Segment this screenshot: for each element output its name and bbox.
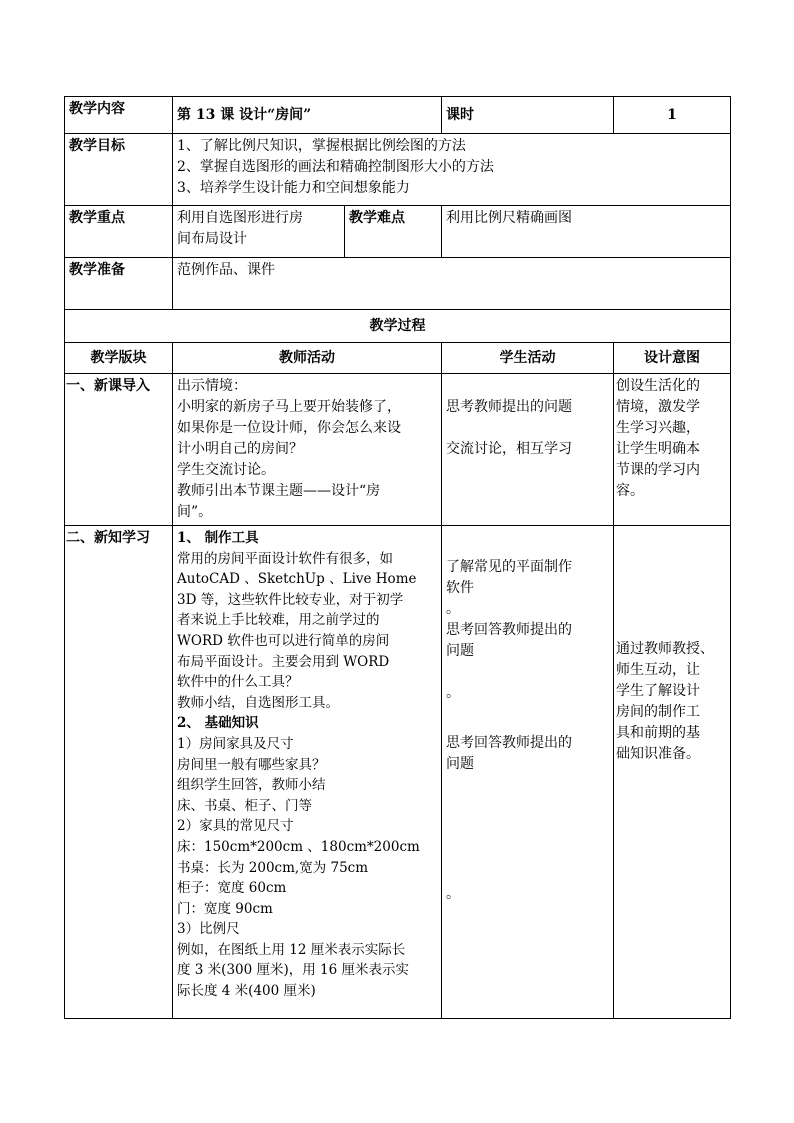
teacher-line: 计小明自己的房间？ — [177, 441, 303, 457]
teacher-line: 常用的房间平面设计软件有很多，如 — [177, 550, 393, 567]
prep-value: 范例作品、课件 — [173, 258, 731, 310]
teacher-line: 者来说上手比较难，用之前学过的 — [177, 612, 380, 629]
key-point-label: 教学重点 — [65, 206, 173, 258]
teacher-line: 2）家具的常见尺寸 — [177, 818, 294, 835]
goal-item: 1、了解比例尺知识，掌握根据比例绘图的方法 — [177, 138, 466, 154]
heading-basics: 2、 基础知识 — [177, 715, 259, 732]
student-line: 。 — [446, 601, 460, 617]
teacher-line: 教师小结，自选图形工具。 — [177, 694, 339, 711]
teacher-line: 1）房间家具及尺寸 — [177, 735, 294, 752]
section-new-row — [65, 526, 731, 1019]
intent-line: 创设生活化的 — [616, 378, 700, 394]
section-intro-row — [65, 374, 731, 526]
lesson-plan-table — [64, 96, 731, 1019]
header-row — [65, 97, 731, 134]
teacher-line: 床：150cm*200cm 、180cm*200cm — [177, 838, 420, 855]
content-value: 第 13 课 设计“房间” — [173, 97, 442, 134]
teacher-line: 3）比例尺 — [177, 921, 240, 938]
teacher-line: 组织学生回答，教师小结 — [177, 777, 326, 794]
student-line: 思考教师提出的问题 — [446, 399, 572, 415]
section-new-student — [442, 526, 614, 1019]
teacher-line: 小明家的新房子马上要开始装修了， — [177, 399, 401, 415]
intent-line: 通过教师教授、 — [616, 641, 714, 657]
teacher-line: 书桌：长为 200cm,宽为 75cm — [177, 859, 369, 876]
teacher-line: 例如，在图纸上用 12 厘米表示实际长 — [177, 941, 406, 958]
intent-line: 让学生明确本 — [616, 441, 700, 457]
key-point-value — [173, 206, 345, 258]
intent-line: 师生互动，让 — [616, 662, 700, 678]
period-value: 1 — [614, 97, 731, 134]
intent-line: 房间的制作工 — [616, 704, 700, 720]
intent-line: 情境，激发学 — [616, 399, 700, 415]
student-line: 。 — [446, 685, 460, 701]
teacher-line: 如果你是一位设计师，你会怎么来设 — [177, 420, 401, 436]
teacher-line: 房间里一般有哪些家具？ — [177, 756, 326, 773]
intent-line: 容。 — [616, 483, 644, 499]
difficulty-value: 利用比例尺精确画图 — [442, 206, 731, 258]
teacher-line: 际长度 4 米(400 厘米) — [177, 983, 316, 1000]
section-intro-teacher — [173, 374, 442, 526]
goal-item: 2、掌握自选图形的画法和精确控制图形大小的方法 — [177, 159, 494, 175]
teacher-line: 教师引出本节课主题——设计“房 — [177, 483, 381, 499]
column-header: 设计意图 — [614, 343, 731, 374]
teacher-line: WORD 软件也可以进行简单的房间 — [177, 632, 390, 649]
student-line: 软件 — [446, 580, 474, 596]
student-line: 问题 — [446, 643, 474, 659]
section-intro-intent — [614, 374, 731, 526]
key-point-line: 间布局设计 — [177, 231, 247, 247]
heading-tools: 1、 制作工具 — [177, 530, 259, 546]
teacher-line: 床、书桌、柜子、门等 — [177, 797, 312, 814]
student-line: 。 — [446, 886, 460, 902]
teacher-line: 3D 等，这些软件比较专业，对于初学 — [177, 591, 404, 608]
column-header: 教学版块 — [65, 343, 173, 374]
content-label: 教学内容 — [65, 97, 173, 134]
goals-list — [173, 134, 731, 206]
student-line: 思考回答教师提出的 — [446, 735, 572, 751]
section-intro-student — [442, 374, 614, 526]
goals-label: 教学目标 — [65, 134, 173, 206]
intent-line: 学生了解设计 — [616, 683, 700, 699]
prep-row — [65, 258, 731, 310]
teacher-line: 软件中的什么工具？ — [177, 674, 299, 691]
teacher-line: 度 3 米(300 厘米)，用 16 厘米表示实 — [177, 962, 410, 979]
student-line: 交流讨论，相互学习 — [446, 441, 572, 457]
prep-label: 教学准备 — [65, 258, 173, 310]
section-new-teacher — [173, 526, 442, 1019]
process-title: 教学过程 — [65, 310, 731, 343]
key-point-line: 利用自选图形进行房 — [177, 210, 303, 226]
intent-line: 节课的学习内 — [616, 462, 700, 478]
student-line: 问题 — [446, 756, 474, 772]
focus-row — [65, 206, 731, 258]
column-header: 学生活动 — [442, 343, 614, 374]
goals-row — [65, 134, 731, 206]
intent-line: 生学习兴趣， — [616, 420, 700, 436]
student-line: 思考回答教师提出的 — [446, 622, 572, 638]
teacher-line: 出示情境： — [177, 378, 247, 394]
teacher-line: 间”。 — [177, 504, 213, 520]
intent-line: 具和前期的基 — [616, 725, 700, 741]
intent-line: 础知识准备。 — [616, 746, 700, 762]
difficulty-label: 教学难点 — [345, 206, 442, 258]
teacher-line: AutoCAD 、SketchUp 、Live Home — [177, 571, 417, 588]
section-intro-label: 一、新课导入 — [65, 374, 173, 526]
lesson-plan — [64, 96, 730, 1019]
teacher-line: 布局平面设计。主要会用到 WORD — [177, 653, 390, 670]
column-header-row — [65, 343, 731, 374]
section-new-label: 二、新知学习 — [65, 526, 173, 1019]
teacher-line: 柜子：宽度 60cm — [177, 880, 287, 897]
goal-item: 3、培养学生设计能力和空间想象能力 — [177, 180, 410, 196]
period-label: 课时 — [442, 97, 614, 134]
teacher-line: 学生交流讨论。 — [177, 462, 275, 478]
section-new-intent — [614, 526, 731, 1019]
teacher-line: 门：宽度 90cm — [177, 900, 273, 917]
column-header: 教师活动 — [173, 343, 442, 374]
student-line: 了解常见的平面制作 — [446, 559, 572, 575]
process-title-row — [65, 310, 731, 343]
